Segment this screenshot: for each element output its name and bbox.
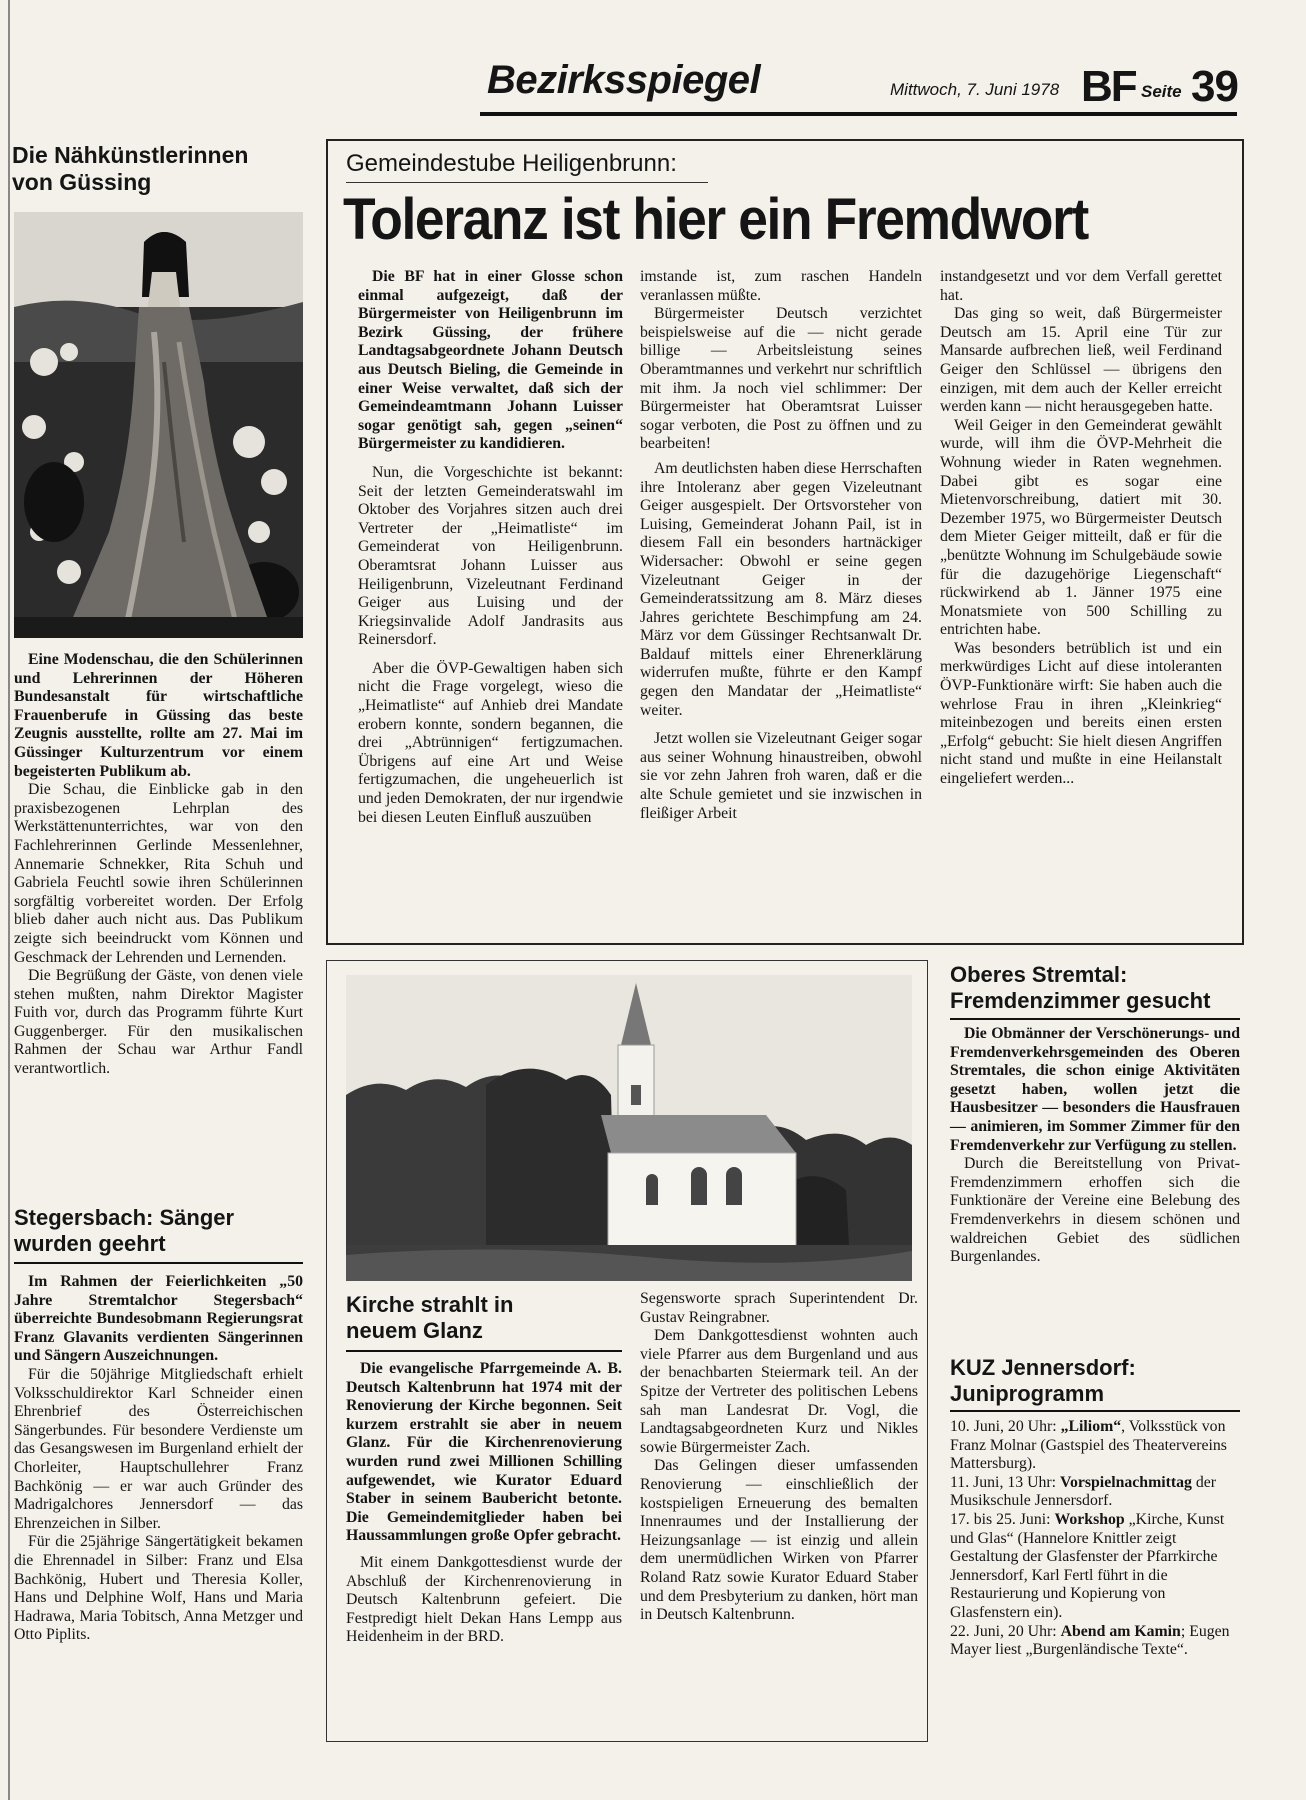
- article-title-kuz: KUZ Jennersdorf: Juniprogramm: [950, 1355, 1136, 1406]
- body-paragraph: Was besonders betrüblich ist und ein merkwürdiges Licht auf diese intoleranten ÖVP-Funktionäre wirft: Sie haben auch die wehrlose Frau in ihren „Kleinkrieg“ miteinbezogen und bereits einen ersten „Erfolg“ gebucht: Sie hielt diesen Angriffen nicht stand und mußte in eine Heilanstalt eingeliefert werden...: [940, 639, 1222, 788]
- church-photo: [346, 975, 912, 1281]
- kuz-program-list: [950, 1418, 1240, 1660]
- body-paragraph: Für die 50jährige Mitgliedschaft erhielt Volksschuldirektor Karl Schneider einen Ehrenbrief des Österreichischen Sängerbundes. Für besondere Verdienste um das Gesangswesen im Burgenland erhielt der Chorleiter, Hauptschullehrer Franz Bachkönig — er war auch Gründer des Madrigalchores Jennersdorf — das Ehrenzeichen in Silber.: [14, 1365, 303, 1532]
- lead-paragraph: Eine Modenschau, die den Schülerinnen und Lehrerinnen der Höheren Bundesanstalt für wirtschaftliche Frauenberufe in Güssing das beste Zeugnis ausstellte, rollte am 27. Mai im Güssinger Kulturzentrum vor einem begeisterten Publikum ab.: [14, 651, 303, 780]
- program-item: [950, 1474, 1240, 1511]
- toleranz-column-3: [940, 268, 1222, 789]
- program-text: ; Eugen Mayer liest „Burgenländische Texte“.: [950, 1622, 1230, 1659]
- body-paragraph: Das ging so weit, daß Bürgermeister Deutsch am 15. April eine Tür zur Mansarde aufbrechen ließ, weil Ferdinand Geiger den Schlüssel — übrigens den einzigen, mit dem auch der Keller erreicht werden kann — nicht herausgegeben hatte.: [940, 305, 1222, 416]
- body-paragraph: instandgesetzt und vor dem Verfall gerettet hat.: [940, 268, 1222, 304]
- separator: [346, 1350, 622, 1352]
- article-title-toleranz: Toleranz ist hier ein Fremdwort: [343, 187, 1088, 252]
- body-paragraph: Weil Geiger in den Gemeinderat gewählt wurde, will ihm die ÖVP-Mehrheit die Wohnung wieder in Raten wegnehmen. Dabei gibt es sogar eine Mietenvorschreibung, datiert mit 30. Dezember 1975, wo Bürgermeister Deutsch dem Mieter Geiger mitteilt, daß er für die „benützte Wohnung im Schulgebäude sowie für die dazugehörige Liegenschaft“ rückwirkend ab 1. Jänner 1975 eine Monatsmiete von 500 Schilling zu entrichten habe.: [940, 416, 1222, 639]
- program-date: 17. bis 25. Juni:: [950, 1510, 1051, 1528]
- body-paragraph: Die Begrüßung der Gäste, von denen viele stehen mußten, nahm Direktor Magister Fuith vor, durch das Programm führte Kurt Guggenberger. Für den musikalischen Rahmen der Schau war Arthur Fandl verantwortlich.: [14, 967, 303, 1078]
- article-title-kirche: Kirche strahlt in neuem Glanz: [346, 1292, 514, 1343]
- toleranz-column-1: [358, 268, 623, 827]
- left-edge-rule: [8, 0, 10, 1800]
- program-event: Vorspielnachmittag: [1060, 1473, 1192, 1491]
- page-label: Seite: [1141, 82, 1182, 101]
- program-item: [950, 1623, 1240, 1660]
- body-paragraph: Durch die Bereitstellung von Privat-Fremdenzimmern erhoffen sich die Funktionäre der Vereine eine Belebung des Fremdenverkehrs in diesem schönen und waldreichen Gebiet des südlichen Burgenlandes.: [950, 1155, 1240, 1266]
- lead-paragraph: Die Obmänner der Verschönerungs- und Fremdenverkehrsgemeinden des Oberen Stremtales, die schon einige Aktivitäten gesetzt haben, wollen jetzt die Hausbesitzer — besonders die Hausfrauen — animieren, im Sommer Zimmer für den Fremdenverkehr zur Verfügung zu stellen.: [950, 1025, 1240, 1154]
- body-paragraph: Bürgermeister Deutsch verzichtet beispielsweise auf die — nicht gerade billige — Arbeitsleistung seines Oberamtmannes und verkehrt nur schriftlich mit ihm. Ja noch viel schlimmer: Der Bürgermeister hat Oberamtsrat Luisser sogar verboten, die Post zu öffnen und zu bearbeiten!: [640, 305, 922, 453]
- separator: [950, 1410, 1240, 1412]
- separator: [14, 1262, 303, 1264]
- body-paragraph: Aber die ÖVP-Gewaltigen haben sich nicht die Frage vorgelegt, wieso die „Heimatliste“ auf Anhieb drei Mandate erobern konnte, sondern begannen, die drei „Abtrünnigen“ fertigzumachen. Übrigens auf eine Art und Weise fertigzumachen, die ungeheuerlich ist und jeden Demokraten, der nur irgendwie bei diesen Leuten Einfluß auszuüben: [358, 659, 623, 826]
- program-date: 11. Juni, 13 Uhr:: [950, 1473, 1057, 1491]
- body-paragraph: imstande ist, zum raschen Handeln veranlassen müßte.: [640, 268, 922, 304]
- page-number: 39: [1191, 62, 1238, 111]
- article-title-stegersbach: Stegersbach: Sänger wurden geehrt: [14, 1205, 235, 1256]
- issue-date: Mittwoch, 7. Juni 1978: [890, 80, 1060, 99]
- article-body-stremtal: [950, 1025, 1240, 1267]
- toleranz-column-2: [640, 268, 922, 823]
- program-date: 10. Juni, 20 Uhr:: [950, 1418, 1057, 1435]
- program-item: [950, 1418, 1240, 1474]
- masthead-rule: [480, 112, 1237, 116]
- program-text: , Volksstück von Franz Molnar (Gastspiel des Theatervereins Mattersburg).: [950, 1418, 1227, 1473]
- kirche-column-2: [640, 1290, 918, 1625]
- lead-paragraph: Im Rahmen der Feierlichkeiten „50 Jahre Stremtalchor Stegersbach“ überreichte Bundesobmann Regierungsrat Franz Glavanits verdienten Sängerinnen und Sängern Auszeichnungen.: [14, 1273, 303, 1365]
- body-paragraph: Am deutlichsten haben diese Herrschaften ihre Intoleranz aber gegen Vizeleutnant Geiger ausgespielt. Der Ortsvorsteher von Luising, Gemeinderat Johann Pail, ist in diesem Fall ein besonders hartnäckiger Widersacher: Obwohl er seine gegen Vizeleutnant Geiger in der Gemeinderatssitzung am 8. März dieses Jahres gerichtete Beschimpfung am 24. März vor dem Güssinger Rechtsanwalt Dr. Baldauf mittels einer Ehrenerklärung widerrufen mußte, führte er den Kampf gegen den Mandatar der „Heimatliste“ weiter.: [640, 459, 922, 719]
- separator: [950, 1018, 1240, 1020]
- lead-paragraph: Die BF hat in einer Glosse schon einmal aufgezeigt, daß der Bürgermeister von Heiligenbrunn im Bezirk Güssing, der frühere Landtagsabgeordnete Johann Deutsch aus Deutsch Bieling, die Gemeinde in einer Weise verwaltet, daß sich der Gemeindeamtmann Johann Luisser sogar genötigt sah, gegen „seinen“ Bürgermeister zu kandidieren.: [358, 268, 623, 453]
- body-paragraph: Jetzt wollen sie Vizeleutnant Geiger sogar aus seiner Wohnung hinaustreiben, obwohl sie vor zehn Jahren froh waren, daß er die alte Schule gemietet und sie inzwischen in fleißiger Arbeit: [640, 730, 922, 822]
- program-item: [950, 1511, 1240, 1623]
- article-body-stegersbach: [14, 1273, 303, 1645]
- article-kicker: Gemeindestube Heiligenbrunn:: [346, 150, 677, 177]
- kirche-column-1: [346, 1360, 622, 1647]
- kicker-rule: [346, 182, 708, 183]
- body-paragraph: Segensworte sprach Superintendent Dr. Gustav Reingrabner.: [640, 1290, 918, 1326]
- program-event: Abend am Kamin: [1060, 1622, 1181, 1640]
- body-paragraph: Dem Dankgottesdienst wohnten auch viele Pfarrer aus dem Burgenland und aus der benachbarten Steiermark teil. An der Spitze der Vertreter des politischen Lebens sah man Landesrat Dr. Vogl, die Landtagsabgeordneten Kurz und Nikles sowie Bürgermeister Zach.: [640, 1327, 918, 1456]
- article-title-naehkuenstlerinnen: Die Nähkünstlerinnen von Güssing: [12, 142, 249, 195]
- body-paragraph: Nun, die Vorgeschichte ist bekannt: Seit der letzten Gemeinderatswahl im Oktober des Vorjahres sitzen auch drei Vertreter der „Heimatliste“ im Gemeinderat von Heiligenbrunn. Oberamtsrat Johann Luisser aus Heiligenbrunn, Vizeleutnant Ferdinand Geiger aus Luising und der Kriegsinvalide Adolf Jandrasits aus Reinersdorf.: [358, 463, 623, 649]
- article-body-naehkuenstlerinnen: [14, 651, 303, 1079]
- fashion-show-photo: [14, 212, 303, 638]
- program-date: 22. Juni, 20 Uhr:: [950, 1622, 1057, 1640]
- newspaper-logo: BF: [1081, 62, 1136, 111]
- body-paragraph: Die Schau, die Einblicke gab in den praxisbezogenen Lehrplan des Werkstättenunterrichtes, war von den Fachlehrerinnen Gerlinde Messenlehner, Annemarie Schnekker, Rita Schuh und Gabriela Feuchtl sowie ihren Schülerinnen sorgfältig vorbereitet worden. Der Erfolg blieb daher auch nicht aus. Das Publikum zeigte sich beeindruckt vom Können und Geschmack der Lehrenden und Lernenden.: [14, 781, 303, 966]
- body-paragraph: Das Gelingen dieser umfassenden Renovierung — einschließlich der kostspieligen Erneuerung des bemalten Innenraumes und der Installierung der Heizungsanlage — ist einzig und allein dem unermüdlichen Wirken von Pfarrer Roland Ratz sowie Kurator Eduard Staber und dem Presbyterium zu danken, hört man in Deutsch Kaltenbrunn.: [640, 1457, 918, 1624]
- program-event: Workshop: [1054, 1510, 1125, 1528]
- lead-paragraph: Die evangelische Pfarrgemeinde A. B. Deutsch Kaltenbrunn hat 1974 mit der Renovierung der Kirche begonnen. Seit kurzem erstrahlt sie aber in neuem Glanz. Für die Kirchenrenovierung wurden rund zwei Millionen Schilling aufgewendet, wie Kurator Eduard Staber in seinem Baubericht betonte. Die Gemeindemitglieder haben bei Haussammlungen große Opfer gebracht.: [346, 1360, 622, 1545]
- section-title: Bezirksspiegel: [487, 58, 761, 102]
- program-text: der Musikschule Jennersdorf.: [950, 1473, 1217, 1510]
- program-text: „Kirche, Kunst und Glas“ (Hannelore Knittler zeigt Gestaltung der Glasfenster der Pfarrkirche Jennersdorf, Karl Fertl führt in die Restaurierung und Kopierung von Glasfenstern ein).: [950, 1510, 1225, 1621]
- body-paragraph: Mit einem Dankgottesdienst wurde der Abschluß der Kirchenrenovierung in Deutsch Kaltenbrunn gefeiert. Die Festpredigt hielt Dekan Hans Lempp aus Heidenheim in der BRD.: [346, 1553, 622, 1646]
- article-title-stremtal: Oberes Stremtal: Fremdenzimmer gesucht: [950, 962, 1211, 1013]
- program-event: „Liliom“: [1060, 1418, 1122, 1435]
- body-paragraph: Für die 25jährige Sängertätigkeit bekamen die Ehrennadel in Silber: Franz und Elsa Bachkönig, Hubert und Theresia Koller, Hans und Delphine Wolf, Hans und Maria Hadrawa, Maria Tobitsch, Anna Metzger und Otto Piplits.: [14, 1533, 303, 1644]
